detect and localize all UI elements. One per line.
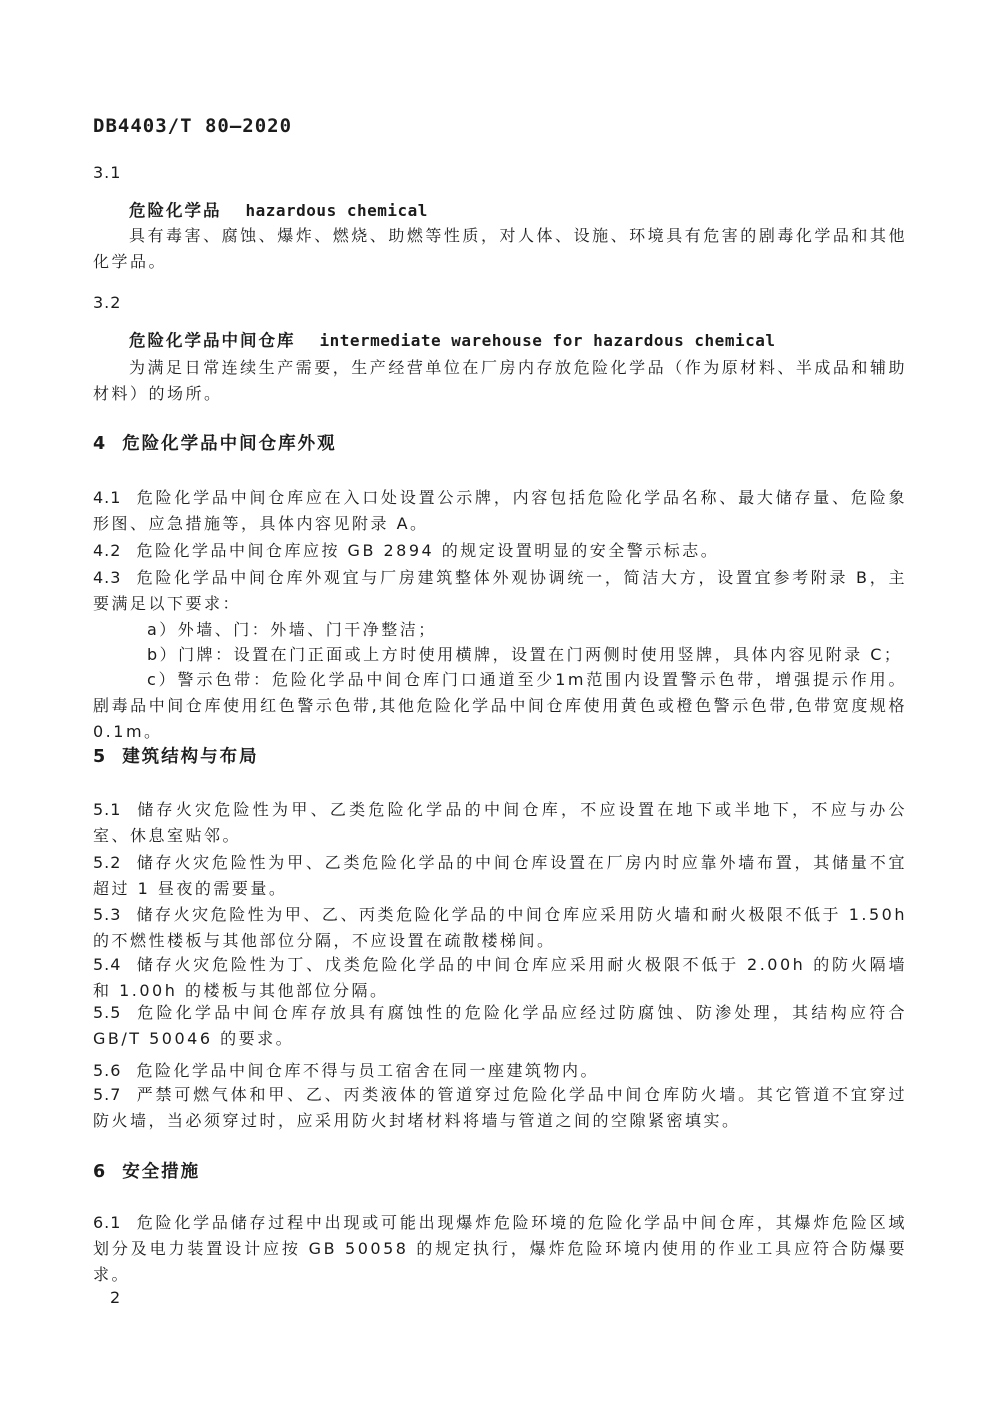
clause-text: 危险化学品中间仓库不得与员工宿舍在同一座建筑物内。 — [136, 1061, 599, 1080]
chapter-number: 5 — [93, 747, 106, 767]
chapter-number: 6 — [93, 1162, 106, 1182]
clause-4-2 — [93, 538, 907, 564]
clause-5-6 — [93, 1058, 907, 1084]
clause-text: 危险化学品中间仓库应在入口处设置公示牌，内容包括危险化学品名称、最大储存量、危险象形图、应急措施等，具体内容见附录 A。 — [93, 488, 907, 533]
term-entry-3-1 — [93, 198, 943, 224]
clause-5-4 — [93, 952, 907, 1004]
clause-6-1 — [93, 1210, 907, 1288]
clause-text: 严禁可燃气体和甲、乙、丙类液体的管道穿过危险化学品中间仓库防火墙。其它管道不宜穿过防火墙，当必须穿过时，应采用防火封堵材料将墙与管道之间的空隙紧密填实。 — [93, 1085, 907, 1130]
clause-5-5 — [93, 1000, 907, 1052]
clause-text: 储存火灾危险性为甲、乙、丙类危险化学品的中间仓库应采用防火墙和耐火极限不低于 1.50h 的不燃性楼板与其他部位分隔，不应设置在疏散楼梯间。 — [93, 905, 907, 950]
clause-text: 危险化学品中间仓库存放具有腐蚀性的危险化学品应经过防腐蚀、防渗处理，其结构应符合 GB/T 50046 的要求。 — [93, 1003, 907, 1048]
clause-5-7 — [93, 1082, 907, 1134]
clause-text: 储存火灾危险性为丁、戊类危险化学品的中间仓库应采用耐火极限不低于 2.00h 的防火隔墙和 1.00h 的楼板与其他部位分隔。 — [93, 955, 907, 1000]
clause-number: 4.2 — [93, 541, 122, 560]
chapter-title: 安全措施 — [122, 1162, 201, 1182]
term-section-number-3-1: 3.1 — [93, 163, 122, 182]
chapter-title: 建筑结构与布局 — [122, 747, 259, 767]
term-definition-3-1: 具有毒害、腐蚀、爆炸、燃烧、助燃等性质，对人体、设施、环境具有危害的剧毒化学品和其他化学品。 — [93, 226, 907, 271]
clause-text: 危险化学品中间仓库应按 GB 2894 的规定设置明显的安全警示标志。 — [136, 541, 720, 560]
clause-5-3 — [93, 902, 907, 954]
term-zh: 危险化学品中间仓库 — [129, 331, 296, 350]
clause-text: 储存火灾危险性为甲、乙类危险化学品的中间仓库，不应设置在地下或半地下，不应与办公室、休息室贴邻。 — [93, 800, 907, 845]
term-definition-3-2: 为满足日常连续生产需要，生产经营单位在厂房内存放危险化学品（作为原材料、半成品和辅助材料）的场所。 — [93, 358, 907, 403]
clause-4-1 — [93, 485, 907, 537]
chapter-heading-4 — [93, 431, 907, 457]
standard-number-header: DB4403/T 80—2020 — [93, 115, 293, 137]
term-section-number-3-2: 3.2 — [93, 293, 122, 312]
clause-text: 危险化学品储存过程中出现或可能出现爆炸危险环境的危险化学品中间仓库，其爆炸危险区域划分及电力装置设计应按 GB 50058 的规定执行，爆炸危险环境内使用的作业工具应符合防爆要求。 — [93, 1213, 907, 1284]
clause-text: 储存火灾危险性为甲、乙类危险化学品的中间仓库设置在厂房内时应靠外墙布置，其储量不宜超过 1 昼夜的需要量。 — [93, 853, 907, 898]
chapter-heading-6 — [93, 1159, 907, 1185]
list-item-b: b）门牌：设置在门正面或上方时使用横牌，设置在门两侧时使用竖牌，具体内容见附录 C； — [147, 645, 903, 664]
clause-5-2 — [93, 850, 907, 902]
chapter-heading-5 — [93, 744, 907, 770]
clause-number: 5.3 — [93, 905, 122, 924]
clause-4-3 — [93, 565, 907, 617]
clause-number: 5.4 — [93, 955, 122, 974]
chapter-title: 危险化学品中间仓库外观 — [122, 434, 337, 454]
clause-number: 5.6 — [93, 1061, 122, 1080]
clause-number: 5.7 — [93, 1085, 122, 1104]
page-number: 2 — [110, 1288, 121, 1307]
clause-5-1 — [93, 797, 907, 849]
clause-text: 危险化学品中间仓库外观宜与厂房建筑整体外观协调统一，简洁大方，设置宜参考附录 B，主要满足以下要求： — [93, 568, 907, 613]
list-item-a: a）外墙、门：外墙、门干净整洁； — [147, 620, 437, 639]
term-en: intermediate warehouse for hazardous chemical — [319, 331, 776, 350]
clause-number: 4.1 — [93, 488, 122, 507]
term-en: hazardous chemical — [245, 201, 428, 220]
clause-number: 5.2 — [93, 853, 122, 872]
clause-number: 4.3 — [93, 568, 122, 587]
clause-number: 5.1 — [93, 800, 122, 819]
chapter-number: 4 — [93, 434, 106, 454]
clause-number: 6.1 — [93, 1213, 122, 1232]
list-item-c: c）警示色带：危险化学品中间仓库门口通道至少1m范围内设置警示色带，增强提示作用。剧毒品中间仓库使用红色警示色带,其他危险化学品中间仓库使用黄色或橙色警示色带,色带宽度规格0.1m。 — [93, 670, 907, 741]
clause-number: 5.5 — [93, 1003, 122, 1022]
term-zh: 危险化学品 — [129, 201, 222, 220]
term-entry-3-2 — [93, 328, 943, 354]
